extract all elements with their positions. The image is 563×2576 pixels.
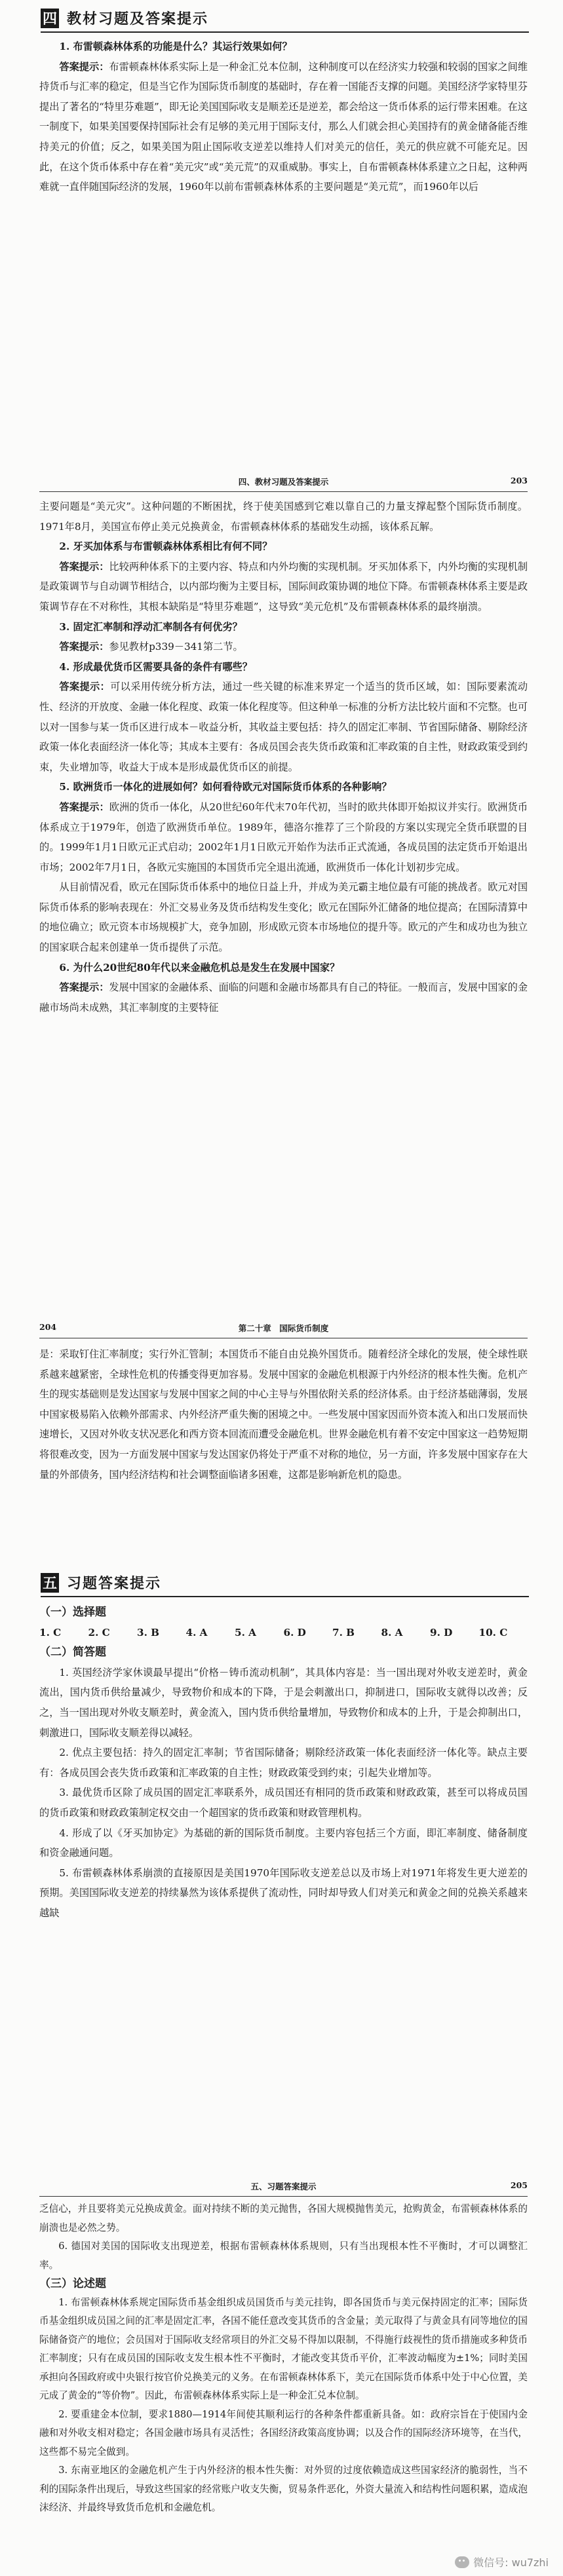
essay-answer-3: 3. 东南亚地区的金融危机产生于内外经济的根本性失衡：对外贸的过度依赖造成这些国家经济的脆弱性，当不利的国际条件出现后，导致这些国家的经常账户收支失衡，贸易条件恶化，外资大量流入和结构性问题积累，造成泡沫经济、并最终导致货币危机和金融危机。 — [39, 2465, 528, 2513]
answer-1-continued: 主要问题是“美元灾”。这种问题的不断困扰，终于使美国感到它难以靠自己的力量支撑起整个国际货币制度。1971年8月，美国宣布停止美元兑换黄金，布雷顿森林体系的基础发生动摇，该体系瓦解。 — [39, 501, 528, 533]
running-header — [39, 1322, 528, 1338]
answer-text: 发展中国家的金融体系、面临的问题和金融市场都具有自己的特征。一般而言，发展中国家的金融市场尚未成熟，其汇率制度的主要特征 — [39, 981, 528, 1013]
page-2 — [0, 459, 563, 1304]
essay-answer-2: 2. 要重建金本位制，要求1880—1914年间使其顺利运行的各种条件都重新具备。如：政府宗旨在于使国内金融和对外收支相对稳定；各国金融市场具有灵活性；各国经济政策高度协调；以及合作的国际经济环境等，在当代，这些都不易完全做到。 — [39, 2408, 528, 2457]
page-number: 203 — [510, 476, 528, 485]
section-5-heading — [41, 1572, 161, 1593]
page-number: 205 — [510, 2180, 528, 2190]
text-block — [39, 37, 528, 197]
answer-text: 可以采用传统分析方法，通过一些关键的标准来界定一个适当的货币区域，如：国际要素流动性、经济的开放度、金融一体化程度、政策一体化程度等。但这种单一标准的分析方法比较片面和不完整。也可以对一国参与某一货币区进行成本－收益分析，其收益主要包括：持久的固定汇率制、节省国际储备、剔除经济政策一体化表面经济一体化等；其成本主要有：各成员国会丧失货币政策和汇率政策的自主性，财政政策受到约束，失业增加等，收益大于成本是形成最优货币区的前提。 — [39, 681, 528, 773]
wechat-watermark — [455, 2554, 549, 2569]
choice-answer: 3. B — [137, 1626, 159, 1638]
text-block — [39, 1602, 528, 1923]
short-answer-6: 6. 德国对美国的国际收支出现逆差，根据布雷顿森林体系规则，只有当出现根本性不平衡时，才可以调整汇率。 — [39, 2241, 528, 2271]
page-3 — [0, 1304, 563, 2162]
text-block — [39, 497, 528, 1017]
choice-answer: 2. C — [88, 1626, 110, 1638]
header-title: 第二十章 国际货币制度 — [238, 1323, 329, 1333]
question-4: 4. 形成最优货币区需要具备的条件有哪些？ — [59, 660, 252, 673]
section-4-heading — [41, 8, 208, 28]
wechat-icon — [455, 2556, 469, 2568]
choice-answer: 1. C — [39, 1626, 62, 1638]
answer-5-paragraph-2: 从目前情况看，欧元在国际货币体系中的地位日益上升，并成为美元霸主地位最有可能的挑战者。欧元对国际货币体系的影响表现在：外汇交易业务及货币结构发生变化；欧元在国际外汇储备的地位提高；在国际清算中的地位确立；欧元资本市场规模扩大，竞争加剧，形成欧元资本市场地位的提升等。欧元的产生和成功也为独立的国家联合起来创建单一货币提供了示范。 — [39, 881, 528, 954]
answer-6 — [39, 977, 528, 1017]
choice-answer: 7. B — [332, 1626, 355, 1638]
essay-answer-1: 1. 布雷顿森林体系规定国际货币基金组织成员国货币与美元挂钩，即各国货币与美元保持固定的汇率；国际货币基金组织成员国之间的汇率是固定汇率，各国不能任意改变其货币的含金量；美元取得了与黄金具有同等地位的国际储备资产的地位；会员国对于国际收支经常项目的外汇交易不得加以限制，不得施行歧视性的货币措施或多种货币汇率制度；只有在成员国的国际收支发生根本性不平衡时，才能改变其货币平价，汇率波动幅度为±1%；同时美国承担向各国政府或中央银行按官价兑换美元的义务。在布雷顿森林体系下，美元在国际货币体系中处于中心位置，美元成了黄金的“等价物”。因此，布雷顿森林体系实际上是一种金汇兑本位制。 — [39, 2296, 528, 2401]
page-4 — [0, 2162, 563, 2576]
answer-text: 参见教材p339－341第二节。 — [109, 641, 243, 653]
short-answer-2: 2. 优点主要包括：持久的固定汇率制；节省国际储备；剔除经济政策一体化表面经济一体化等。缺点主要有：各成员国会丧失货币政策和汇率政策的自主性；财政政策受到约束；引起失业增加等。 — [39, 1747, 528, 1779]
choice-answers — [39, 1623, 528, 1643]
question-3: 3. 固定汇率制和浮动汇率制各有何优劣？ — [59, 620, 243, 633]
watermark-text: 微信号: wu7zhi — [473, 2556, 549, 2569]
answer-label: 答案提示： — [59, 681, 111, 693]
choice-answer: 6. D — [283, 1626, 306, 1638]
choice-answer: 10. C — [478, 1626, 508, 1638]
subsection-short-answer: （二）简答题 — [39, 1646, 106, 1659]
short-answer-4: 4. 形成了以《牙买加协定》为基础的新的国际货币制度。主要内容包括三个方面，即汇率制度、储备制度和资金融通问题。 — [39, 1827, 528, 1859]
answer-label: 答案提示： — [59, 560, 109, 573]
section-title: 教材习题及答案提示 — [67, 10, 209, 28]
answer-label: 答案提示： — [59, 801, 109, 813]
answer-3 — [39, 637, 528, 657]
header-title: 五、习题答案提示 — [250, 2182, 317, 2191]
answer-5 — [39, 797, 528, 877]
question-5: 5. 欧洲货币一体化的进展如何？如何看待欧元对国际货币体系的各种影响？ — [59, 781, 392, 793]
page-number: 204 — [39, 1322, 57, 1332]
running-header — [39, 476, 528, 492]
section-number-box: 四 — [41, 9, 59, 28]
choice-answer: 8. A — [381, 1626, 403, 1638]
subsection-essay: （三）论述题 — [39, 2277, 106, 2290]
answer-6-continued: 是：采取钉住汇率制度；实行外汇管制；本国货币不能自由兑换外国货币。随着经济全球化的发展，使全球性联系越来越紧密，全球性危机的传播变得更加容易。发展中国家的金融危机根源于内外经济的根本性失衡。危机产生的现实基础则是发达国家与发展中国家之间的中心主导与外围依附关系的经济体系。由于经济基础薄弱，发展中国家极易陷入依赖外部需求、内外经济严重失衡的困境之中。一些发展中国家因而外资本流入和出口发展而快速增长，又因对外收支状况恶化和西方资本回流而遭受金融危机。世界金融危机有着不安定中国家这一趋势短期将很难改变，因为一方面发展中国家与发达国家仍将处于严重不对称的地位，另一方面，许多发展中国家存在大量的外部债务，国内经济结构和社会调整面临诸多困难，这都是影响新危机的隐患。 — [39, 1348, 528, 1481]
header-title: 四、教材习题及答案提示 — [238, 477, 329, 487]
choice-answer: 4. A — [185, 1626, 208, 1638]
question-1: 1. 布雷顿森林体系的功能是什么？其运行效果如何？ — [59, 41, 292, 52]
question-6: 6. 为什么20世纪80年代以来金融危机总是发生在发展中国家？ — [59, 961, 340, 974]
page-1 — [0, 0, 563, 459]
answer-label: 答案提示： — [59, 60, 109, 73]
text-block — [39, 1344, 528, 1485]
answer-2 — [39, 557, 528, 617]
answer-1 — [39, 57, 528, 197]
short-answer-5: 5. 布雷顿森林体系崩溃的直接原因是美国1970年国际收支逆差总以及市场上对1971年将发生更大逆差的预期。美国国际收支逆差的持续暴然为该体系提供了流动性，同时却导致人们对美元和黄金之间的兑换关系越来越缺 — [39, 1866, 528, 1919]
section-rule — [41, 31, 529, 33]
answer-text: 布雷顿森林体系实际上是一种金汇兑本位制，这种制度可以在经济实力较强和较弱的国家之间维持货币与汇率的稳定，但是当它作为国际货币制度的基础时，存在着一国能否支撑的问题。美国经济学家特里芬提出了著名的“特里芬难题”，即无论美国国际收支是顺差还是逆差，都会给这一货币体系的运行带来困难。在这一制度下，如果美国要保持国际社会有足够的美元用于国际支付，那么人们就会担心美国持有的黄金储备能否维持美元的价值；反之，如果美国为阻止国际收支逆差以维持人们对美元的信任，美元的供应就不可能充足。因此，在这个货币体系中存在着“美元灾”或“美元荒”的双重威胁。事实上，自布雷顿森林体系建立之日起，这种两难就一直伴随国际经济的发展，1960年以前布雷顿森林体系的主要问题是“美元荒”，而1960年以后 — [39, 60, 528, 193]
answer-label: 答案提示： — [59, 641, 109, 653]
section-number-box: 五 — [41, 1573, 59, 1593]
short-answer-1: 1. 英国经济学家休谟最早提出“价格－铸币流动机制”，其具体内容是：当一国出现对外收支逆差时，黄金流出，国内货币供给量减少，导致物价和成本的下降，于是会刺激出口，抑制进口，国际收支就得以改善；反之，当一国出现对外收支顺差时，黄金流入，国内货币供给量增加，导致物价和成本的上升，于是会抑制出口，刺激进口，国际收支顺差得以减轻。 — [39, 1666, 528, 1739]
answer-4 — [39, 677, 528, 777]
choice-answer: 5. A — [235, 1626, 256, 1638]
section-rule — [41, 1596, 529, 1597]
choice-answer: 9. D — [430, 1626, 453, 1638]
text-block — [39, 2200, 528, 2518]
answer-text: 比较两种体系下的主要内容、特点和内外均衡的实现机制。牙买加体系下，内外均衡的实现机制是政策调节与自动调节相结合，以内部均衡为主要目标，国际间政策协调的地位下降。布雷顿森林体系主要是政策调节存在不对称性，其根本缺陷是“特里芬难题”，这导致“美元危机”及布雷顿森林体系的最终崩溃。 — [39, 560, 528, 613]
answer-text: 欧洲的货币一体化，从20世纪60年代末70年代初，当时的欧共体即开始拟议并实行。欧洲货币体系成立于1979年，创造了欧洲货币单位。1989年，德洛尔推荐了三个阶段的方案以实现完全货币联盟的目的。1999年1月1日欧元正式启动；2002年1月1日欧元开始作为法币正式流通，各成员国的法定货币开始退出市场；2002年7月1日，各欧元实施国的本国货币完全退出流通，欧洲货币一体化计划初步完成。 — [39, 801, 528, 873]
short-answer-5-continued: 乏信心，并且要将美元兑换成黄金。面对持续不断的美元抛售，各国大规模抛售美元，抢购黄金，布雷顿森林体系的崩溃也是必然之势。 — [39, 2203, 528, 2233]
question-2: 2. 牙买加体系与布雷顿森林体系相比有何不同？ — [59, 540, 273, 553]
section-title: 习题答案提示 — [67, 1575, 162, 1592]
subsection-choice: （一）选择题 — [39, 1606, 106, 1619]
running-header — [39, 2180, 528, 2197]
short-answer-3: 3. 最优货币区除了成员国的固定汇率联系外，成员国还有相同的货币政策和财政政策，甚至可以将成员国的货币政策和财政政策制定权交由一个超国家的货币政策和财政管理机构。 — [39, 1787, 528, 1819]
answer-label: 答案提示： — [59, 981, 109, 994]
